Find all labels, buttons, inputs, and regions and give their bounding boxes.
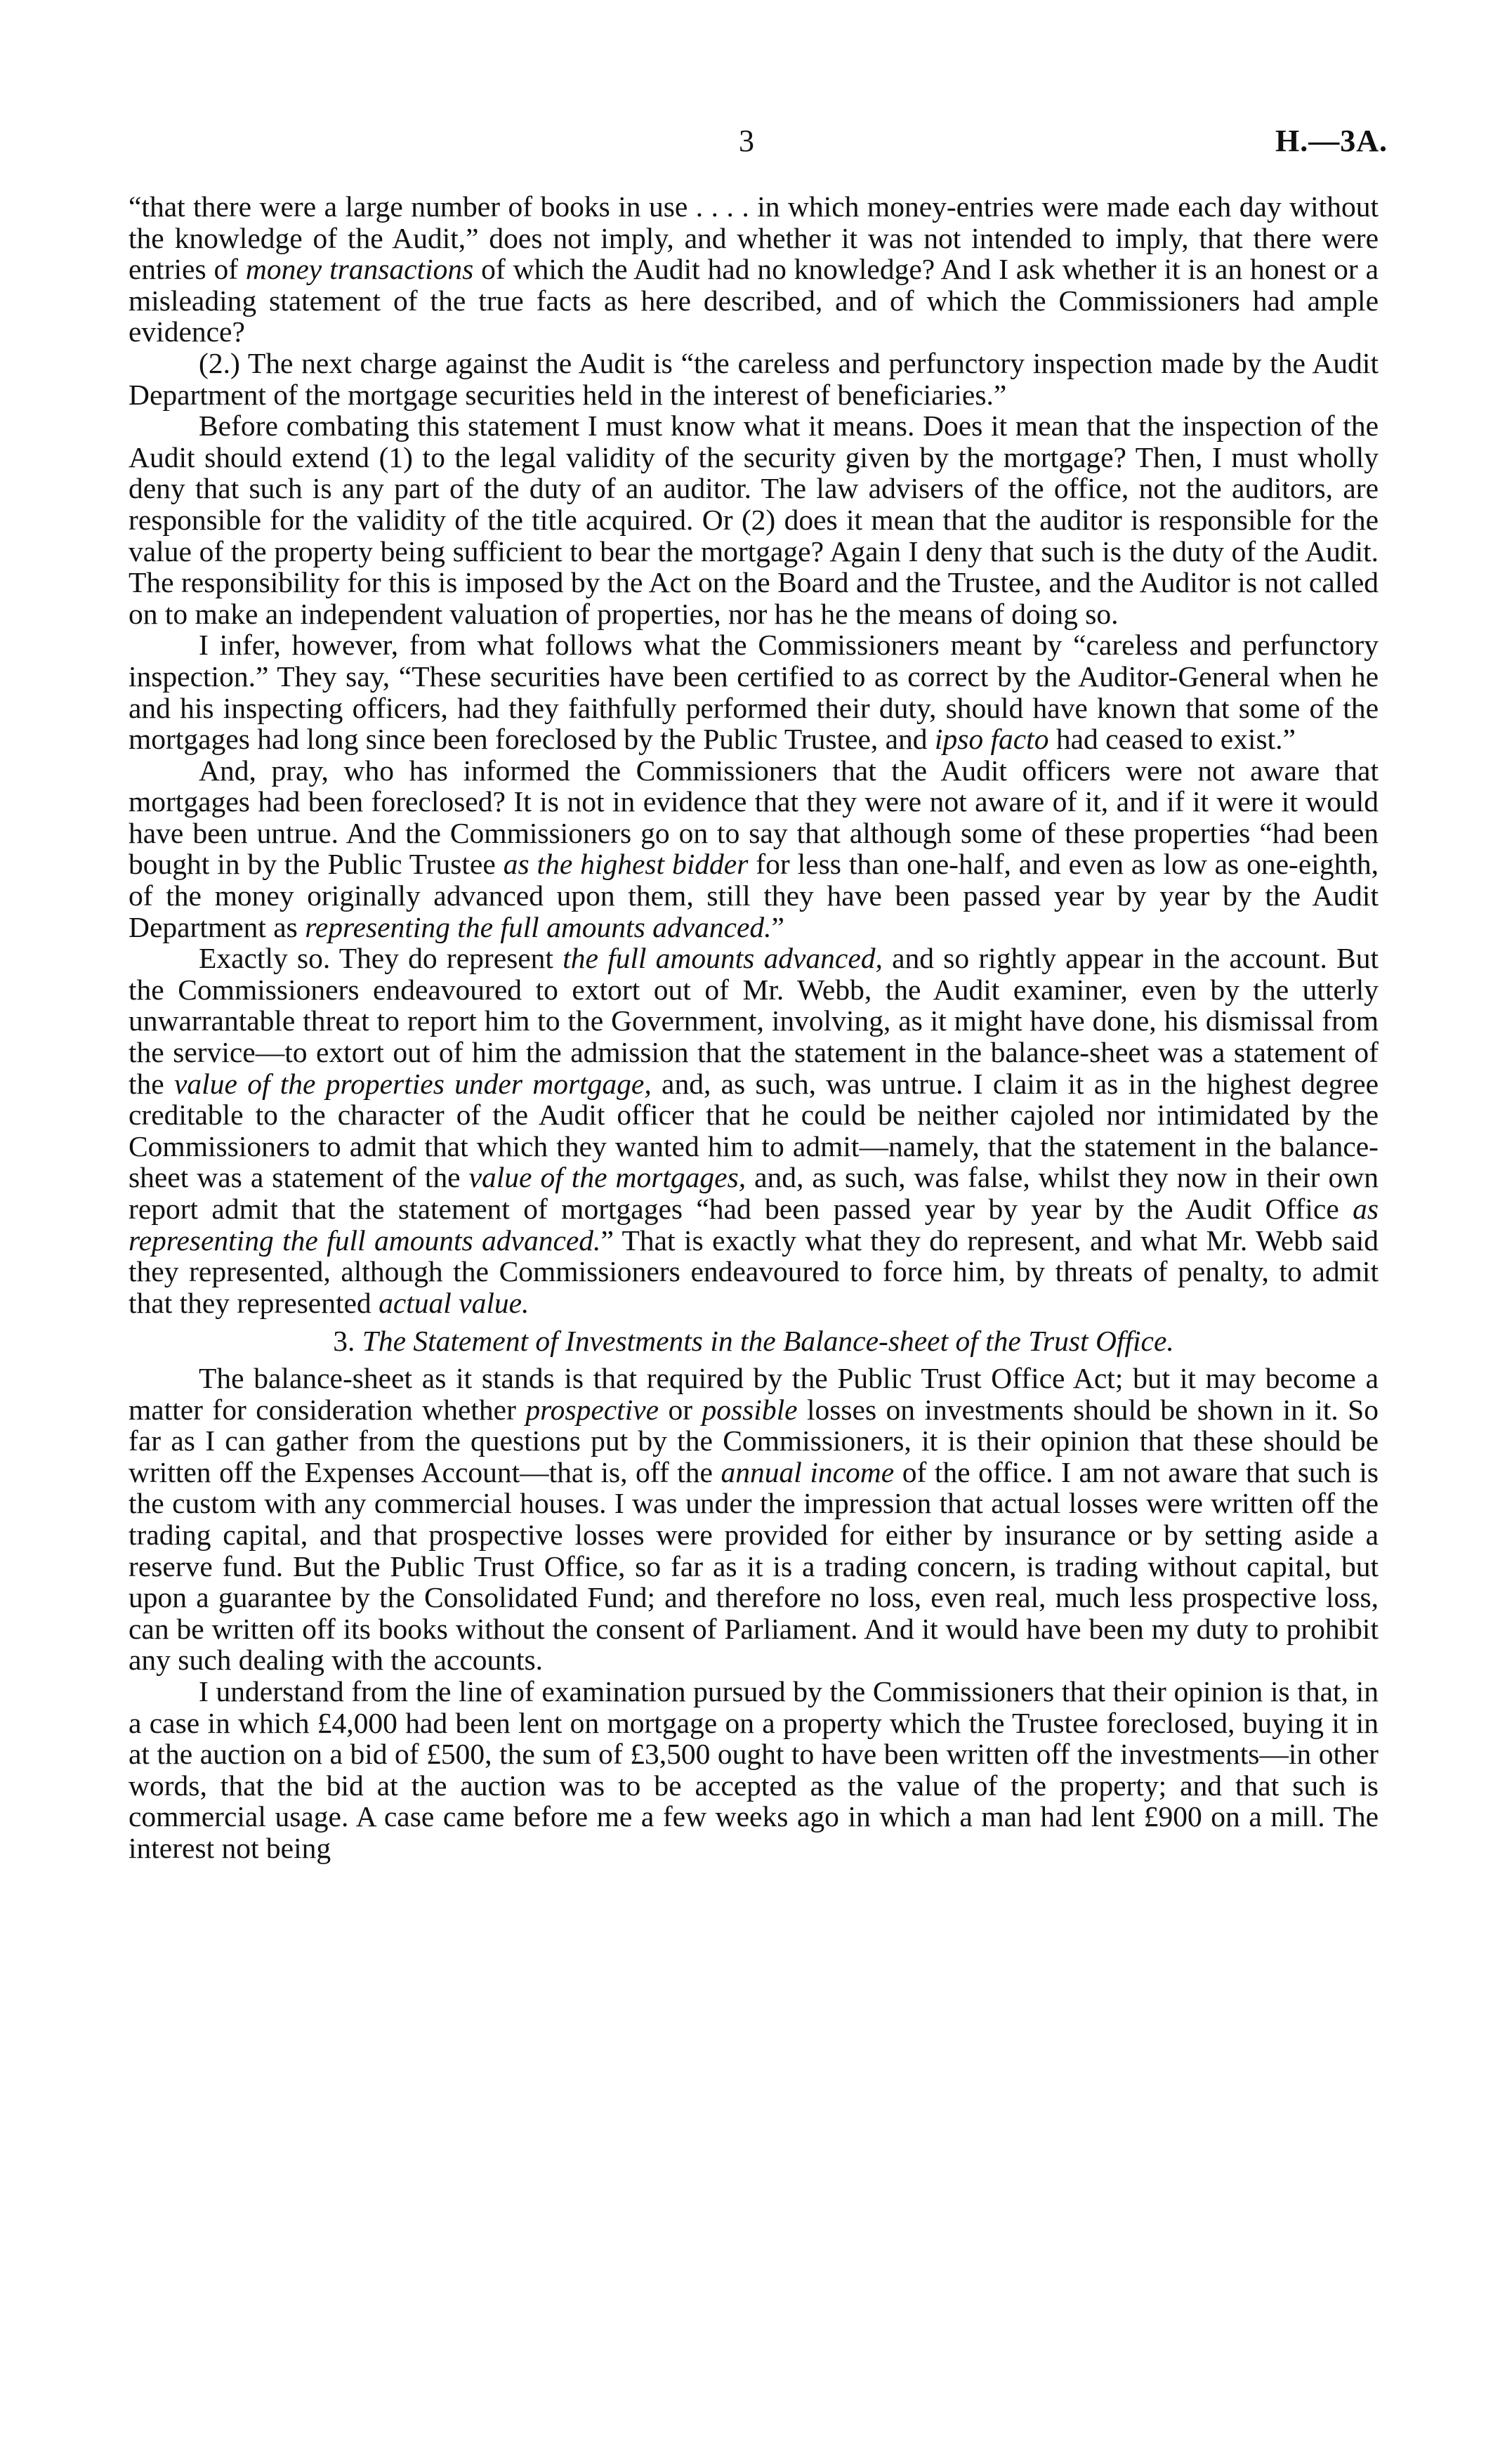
paragraph — [129, 1676, 1379, 1864]
document-reference: H.—3A. — [1275, 124, 1388, 158]
text: ” That is exactly what they do represent, and what Mr. Webb said they represented, although the Commissioners endeavoured to force him, by threats of penalty, to admit that they represented — [129, 1224, 1379, 1319]
section-title: The Statement of Investments in the Balance-sheet of the Trust Office. — [362, 1325, 1174, 1358]
italic-text: prospective — [525, 1393, 659, 1426]
paragraph — [129, 410, 1379, 629]
text: of which the Audit had no knowledge? And I ask whether it is an honest or a misleading statement of the true facts as here described, and of which the Commissioners had ample evidence? — [129, 253, 1379, 348]
section-heading — [129, 1325, 1379, 1357]
italic-text: as representing the full amounts advanced. — [129, 1193, 1379, 1257]
italic-text: money transactions — [245, 253, 474, 286]
text: had ceased to exist.” — [1048, 723, 1296, 756]
paragraph — [129, 1363, 1379, 1676]
text: The balance-sheet as it stands is that required by the Public Trust Office Act; but it may become a matter for consideration whether — [129, 1361, 1379, 1426]
text: and, as such, was untrue. I claim it as in the highest degree creditable to the character of the Audit officer that he could be neither cajoled nor intimidated by the Commissioners to admit that which they wanted him to admit—namely, that the statement in the balance-sheet was a statement of the — [129, 1067, 1379, 1194]
text: Exactly so. They do represent — [199, 942, 563, 975]
italic-text: ipso facto — [934, 723, 1049, 756]
text: and, as such, was false, whilst they now in their own report admit that the statement of mortgages “had been passed year by year by the Audit Office — [129, 1161, 1379, 1225]
text: for less than one-half, and even as low as one-eighth, of the money originally advanced upon them, still they have been passed year by year by the Audit Department as — [129, 848, 1379, 943]
paragraph — [129, 629, 1379, 754]
text: I infer, however, from what follows what the Commissioners meant by “careless and perfunctory inspection.” They say, “These securities have been certified to as correct by the Auditor-General when he and his inspecting officers, had they faithfully performed their duty, should have known that some of the mortgages had long since been foreclosed by the Public Trustee, and — [129, 629, 1379, 756]
paragraph — [129, 348, 1379, 410]
italic-text: as the highest bidder — [503, 848, 749, 881]
italic-text: actual value. — [379, 1286, 530, 1319]
document-body — [129, 191, 1379, 1863]
text: I understand from the line of examination pursued by the Commissioners that their opinion is that, in a case in which £4,000 had been lent on mortgage on a property which the Trustee foreclosed, buying it in at the auction on a bid of £500, the sum of £3,500 ought to have been written off the investments—in other words, that the bid at the auction was to be accepted as the value of the property; and that such is commercial usage. A case came before me a few weeks ago in which a man had lent £900 on a mill. The interest not being — [129, 1675, 1379, 1864]
text: or — [659, 1393, 702, 1426]
paragraph — [129, 943, 1379, 1318]
text: Before combating this statement I must know what it means. Does it mean that the inspection of the Audit should extend (1) to the legal validity of the security given by the mortgage? Then, I must wholly deny that such is any part of the duty of an auditor. The law advisers of the office, not the auditors, are responsible for the validity of the title acquired. Or (2) does it mean that the auditor is responsible for the value of the property being sufficient to bear the mortgage? Again I deny that such is the duty of the Audit. The responsibility for this is imposed by the Act on the Board and the Trustee, and the Auditor is not called on to make an independent valuation of properties, nor has he the means of doing so. — [129, 409, 1379, 630]
paragraph — [129, 755, 1379, 943]
italic-text: value of the mortgages, — [468, 1161, 746, 1194]
page-number: 3 — [739, 124, 754, 158]
text: and so rightly appear in the account. But the Commissioners endeavoured to extort out of Mr. Webb, the Audit examiner, even by the utterly unwarrantable threat to report him to the Government, involving, as it might have done, his dismissal from the service—to extort out of him the admission that the statement in the balance-sheet was a statement of the — [129, 942, 1379, 1100]
italic-text: the full amounts advanced, — [563, 942, 883, 975]
italic-text: value of the properties under mortgage, — [174, 1067, 652, 1100]
italic-text: representing the full amounts advanced. — [305, 910, 772, 943]
text: “that there were a large number of books in use . . . . in which money-entries were made each day without the knowledge of the Audit,” does not imply, and whether it was not intended to imply, that there were entries of — [129, 190, 1379, 286]
italic-text: possible — [702, 1393, 798, 1426]
text: (2.) The next charge against the Audit is “the careless and perfunctory inspection made by the Audit Department of the mortgage securities held in the interest of beneficiaries.” — [129, 346, 1379, 411]
text: And, pray, who has informed the Commissioners that the Audit officers were not aware that mortgages had been foreclosed? It is not in evidence that they were not aware of it, and if it were it would have been untrue. And the Commissioners go on to say that although some of these properties “had been bought in by the Public Trustee — [129, 754, 1379, 881]
text: losses on investments should be shown in it. So far as I can gather from the questions put by the Commissioners, it is their opinion that these should be written off the Expenses Account—that is, off the — [129, 1393, 1379, 1488]
section-number: 3. — [333, 1325, 362, 1358]
italic-text: annual income — [721, 1455, 895, 1488]
paragraph — [129, 191, 1379, 348]
text: of the office. I am not aware that such is the custom with any commercial houses. I was under the impression that actual losses were written off the trading capital, and that prospective losses were provided for either by insurance or by setting aside a reserve fund. But the Public Trust Office, so far as it is a trading concern, is trading without capital, but upon a guarantee by the Consolidated Fund; and therefore no loss, even real, much less prospective loss, can be written off its books without the consent of Parliament. And it would have been my duty to prohibit any such dealing with the accounts. — [129, 1455, 1379, 1677]
text: ” — [771, 910, 784, 943]
